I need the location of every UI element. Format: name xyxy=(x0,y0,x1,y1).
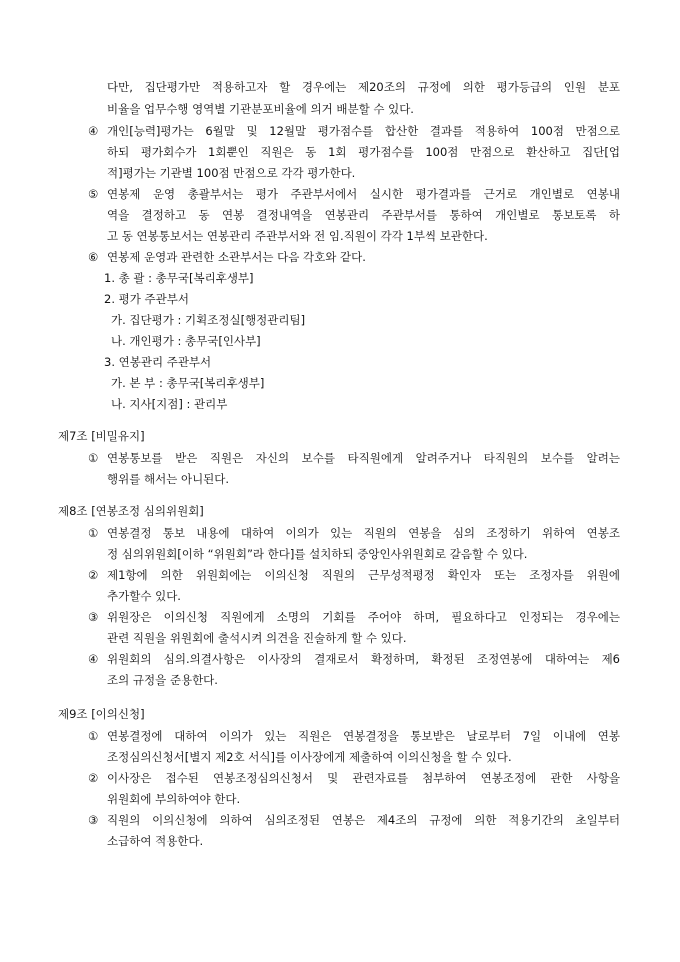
article-heading: 제9조 [이의신청] xyxy=(58,707,145,721)
paragraph-line: 위원회의 심의.의결사항은 이사장의 결재로서 확정하며, 확정된 조정연봉에 대하여는 제6 xyxy=(107,652,620,666)
paragraph-line: 연봉제 운영과 관련한 소관부서는 다음 각호와 같다. xyxy=(107,250,366,264)
item-marker: ④ xyxy=(88,652,99,666)
paragraph-line: 관련 직원을 위원회에 출석시켜 의견을 진술하게 할 수 있다. xyxy=(107,631,407,645)
sub-item: 가. 집단평가 : 기획조정실[행정관리팀] xyxy=(111,313,306,327)
item-marker: ⑤ xyxy=(88,187,99,201)
paragraph-line: 다만, 집단평가만 적용하고자 할 경우에는 제20조의 규정에 의한 평가등급의 인원 분포 xyxy=(107,80,620,94)
paragraph-line: 적]평가는 기관별 100점 만점으로 각각 평가한다. xyxy=(107,166,356,180)
article-heading: 제7조 [비밀유지] xyxy=(58,429,145,443)
paragraph-line: 직원의 이의신청에 의하여 심의조정된 연봉은 제4조의 규정에 의한 적용기간의 초일부터 xyxy=(107,813,620,827)
paragraph-line: 정 심의위원회[이하 “위원회”라 한다]를 설치하되 중앙인사위원회로 갈음할 수 있다. xyxy=(107,547,528,561)
item-marker: ① xyxy=(88,451,99,465)
paragraph-line: 연봉통보를 받은 직원은 자신의 보수를 타직원에게 알려주거나 타직원의 보수를 알려는 xyxy=(107,451,620,465)
paragraph-line: 이사장은 접수된 연봉조정심의신청서 및 관련자료를 첨부하여 연봉조정에 관한 사항을 xyxy=(107,771,620,785)
paragraph-line: 조의 규정을 준용한다. xyxy=(107,673,218,687)
paragraph-line: 조정심의신청서[별지 제2호 서식]를 이사장에게 제출하여 이의신청을 할 수 있다. xyxy=(107,750,512,764)
item-marker: ③ xyxy=(88,610,99,624)
paragraph-line: 위원회에 부의하여야 한다. xyxy=(107,792,241,806)
sub-item: 나. 지사[지점] : 관리부 xyxy=(111,397,228,411)
sub-item: 나. 개인평가 : 총무국[인사부] xyxy=(111,334,261,348)
item-marker: ⑥ xyxy=(88,250,99,264)
paragraph-line: 하되 평가회수가 1회뿐인 직원은 동 1회 평가점수를 100점 만점으로 환산하고 집단[업 xyxy=(107,145,620,159)
paragraph-line: 위원장은 이의신청 직원에게 소명의 기회를 주어야 하며, 필요하다고 인정되는 경우에는 xyxy=(107,610,620,624)
paragraph-line: 행위를 해서는 아니된다. xyxy=(107,472,230,486)
item-marker: ① xyxy=(88,526,99,540)
sub-item: 2. 평가 주관부서 xyxy=(104,292,189,306)
paragraph-line: 추가할수 있다. xyxy=(107,589,181,603)
paragraph-line: 소급하여 적용한다. xyxy=(107,834,204,848)
paragraph-line: 연봉제 운영 총괄부서는 평가 주관부서에서 실시한 평가결과를 근거로 개인별로 연봉내 xyxy=(107,187,620,201)
item-marker: ② xyxy=(88,568,99,582)
sub-item: 가. 본 부 : 총무국[복리후생부] xyxy=(111,376,265,390)
paragraph-line: 제1항에 의한 위원회에는 이의신청 직원의 근무성적평정 확인자 또는 조정자를 위원에 xyxy=(107,568,620,582)
item-marker: ④ xyxy=(88,124,99,138)
paragraph-line: 고 동 연봉통보서는 연봉관리 주관부서와 전 임.직원이 각각 1부씩 보관한다. xyxy=(107,229,488,243)
paragraph-line: 연봉결정 통보 내용에 대하여 이의가 있는 직원의 연봉을 심의 조정하기 위하여 연봉조 xyxy=(107,526,620,540)
paragraph-line: 개인[능력]평가는 6월말 및 12월말 평가점수를 합산한 결과를 적용하여 100점 만점으로 xyxy=(107,124,620,138)
paragraph-line: 연봉결정에 대하여 이의가 있는 직원은 연봉결정을 통보받은 날로부터 7일 이내에 연봉 xyxy=(107,729,620,743)
item-marker: ① xyxy=(88,729,99,743)
article-heading: 제8조 [연봉조정 심의위원회] xyxy=(58,504,204,518)
item-marker: ② xyxy=(88,771,99,785)
paragraph-line: 역을 결정하고 동 연봉 결정내역을 연봉관리 주관부서를 통하여 개인별로 통보토록 하 xyxy=(107,208,620,222)
sub-item: 1. 총 괄 : 총무국[복리후생부] xyxy=(104,271,254,285)
paragraph-line: 비율을 업무수행 영역별 기관분포비율에 의거 배분할 수 있다. xyxy=(107,102,414,116)
sub-item: 3. 연봉관리 주관부서 xyxy=(104,355,212,369)
item-marker: ③ xyxy=(88,813,99,827)
